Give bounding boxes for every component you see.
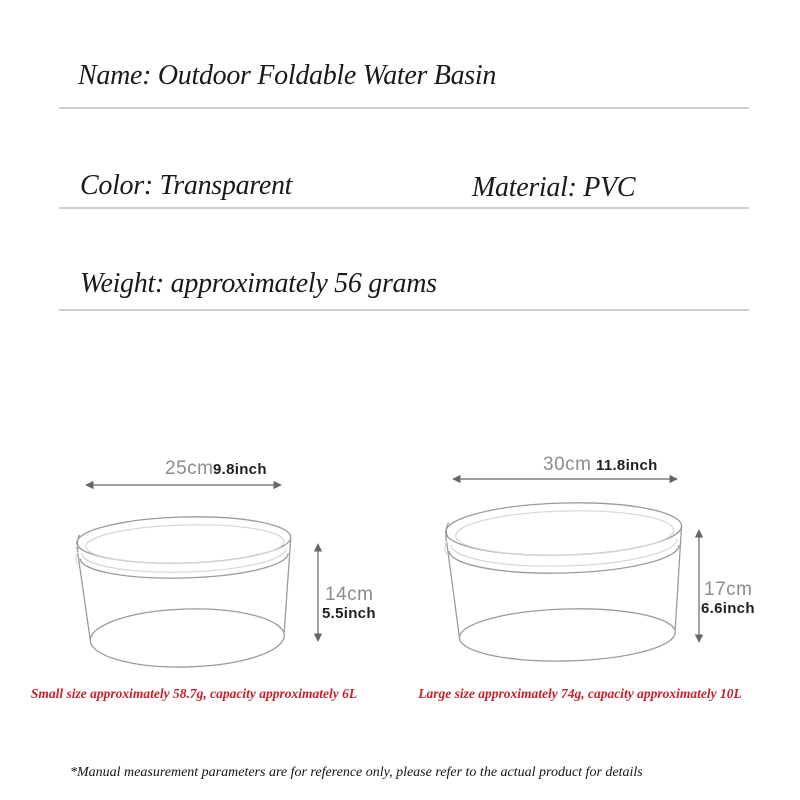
material-text: Material: PVC bbox=[472, 172, 636, 203]
divider-line bbox=[59, 207, 749, 209]
large-width-inch-label: 11.8inch bbox=[596, 457, 658, 474]
divider-line bbox=[59, 309, 749, 311]
small-height-inch-label: 5.5inch bbox=[322, 605, 376, 622]
color-text: Color: Transparent bbox=[80, 170, 293, 201]
small-height-cm-label: 14cm bbox=[325, 584, 374, 605]
large-size-caption: Large size approximately 74g, capacity approximately 10L bbox=[418, 686, 742, 701]
footnote-text: *Manual measurement parameters are for reference only, please refer to the actual product for details bbox=[70, 765, 643, 780]
product-name-text: Name: Outdoor Foldable Water Basin bbox=[78, 60, 497, 91]
small-width-cm-label: 25cm bbox=[165, 458, 214, 479]
large-width-cm-label: 30cm bbox=[543, 454, 592, 475]
large-height-cm-label: 17cm bbox=[704, 579, 753, 600]
divider-line bbox=[59, 107, 749, 109]
basin-size-diagram bbox=[0, 448, 800, 698]
small-size-caption: Small size approximately 58.7g, capacity approximately 6L bbox=[30, 686, 358, 701]
weight-text: Weight: approximately 56 grams bbox=[80, 268, 437, 299]
small-basin-drawing bbox=[75, 485, 318, 670]
small-width-inch-label: 9.8inch bbox=[213, 461, 267, 478]
large-basin-drawing bbox=[444, 479, 699, 664]
large-height-inch-label: 6.6inch bbox=[701, 600, 755, 617]
